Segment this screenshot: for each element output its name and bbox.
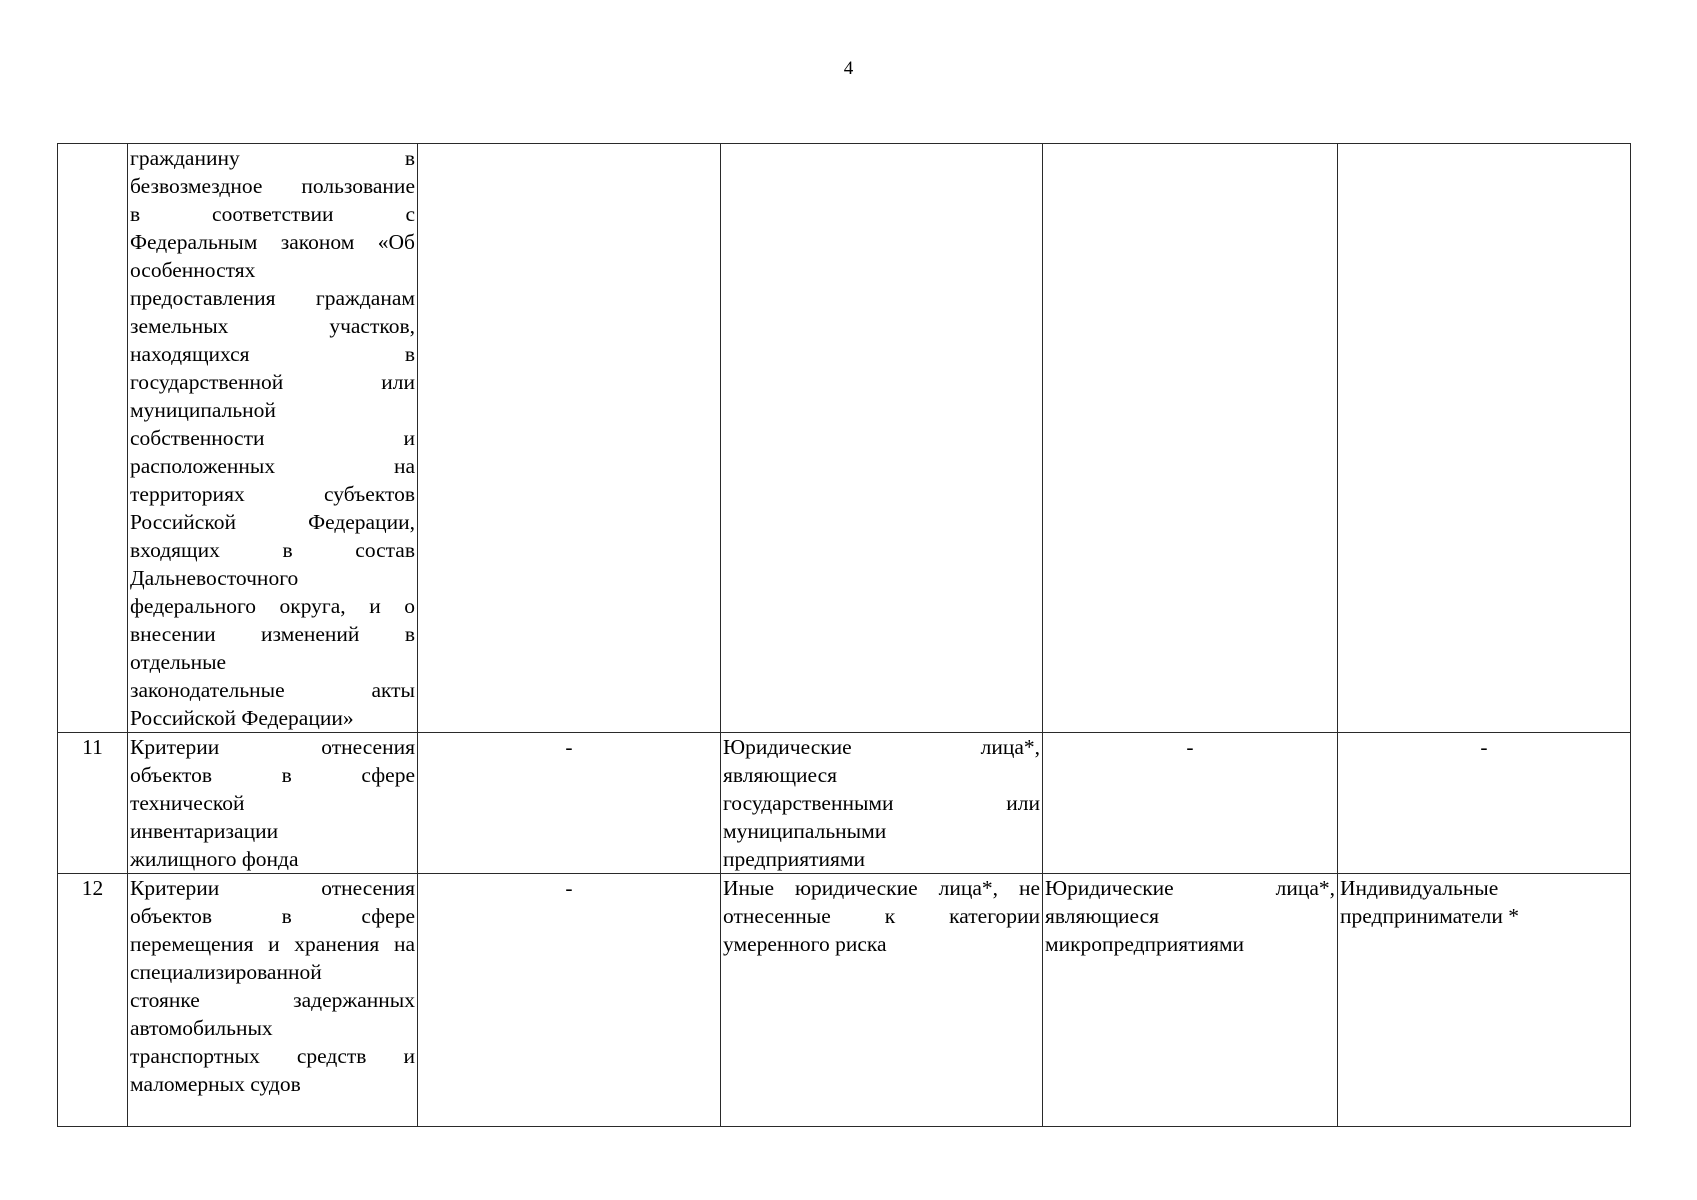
column-3-cell (418, 144, 721, 733)
row-number-cell: 12 (58, 874, 128, 1127)
cell-text-line: входящих в состав (130, 538, 415, 562)
cell-text-line: государственными или (723, 791, 1040, 815)
cell-text-line: Юридические лица*, (1045, 876, 1335, 900)
column-5-cell (1043, 733, 1338, 874)
cell-text-line: специализированной (130, 960, 322, 984)
cell-text-line: объектов в сфере (130, 904, 415, 928)
row-number-cell (58, 144, 128, 733)
column-6-cell (1338, 144, 1631, 733)
cell-text-line: объектов в сфере (130, 763, 415, 787)
cell-text-line: отнесенные к категории (723, 904, 1040, 928)
cell-text-line: предприятиями (723, 847, 866, 871)
cell-text-line: маломерных судов (130, 1072, 301, 1096)
cell-text-line: в соответствии с (130, 202, 415, 226)
cell-text-line: предприниматели * (1340, 904, 1519, 928)
cell-text-line: стоянке задержанных (130, 988, 415, 1012)
cell-text-line: Иные юридические лица*, не (723, 876, 1040, 900)
cell-text-line: являющиеся (1045, 904, 1160, 928)
cell-text-line: - (1480, 735, 1488, 759)
cell-text-line: перемещения и хранения на (130, 932, 415, 956)
cell-text-line: территориях субъектов (130, 482, 415, 506)
cell-text-line: Индивидуальные (1340, 876, 1499, 900)
cell-text-line: федерального округа, и о (130, 594, 415, 618)
cell-text-line: собственности и (130, 426, 415, 450)
cell-text-line: жилищного фонда (130, 847, 299, 871)
cell-text-line: умеренного риска (723, 932, 887, 956)
column-6-cell (1338, 733, 1631, 874)
cell-text-line: инвентаризации (130, 819, 279, 843)
cell-text-line: гражданину в (130, 146, 415, 170)
cell-text-line: муниципальной (130, 398, 276, 422)
criteria-table (57, 143, 1631, 1127)
cell-text-line: внесении изменений в (130, 622, 415, 646)
column-5-cell (1043, 874, 1338, 1127)
cell-text-line: земельных участков, (130, 314, 415, 338)
criteria-cell (128, 144, 418, 733)
cell-text-line: - (1186, 735, 1194, 759)
cell-text-line: отдельные (130, 650, 227, 674)
cell-text-line: муниципальными (723, 819, 887, 843)
cell-text-line: Юридические лица*, (723, 735, 1040, 759)
column-3-cell (418, 733, 721, 874)
table-row (58, 144, 1631, 733)
cell-text-line: находящихся в (130, 342, 415, 366)
cell-text-line: Критерии отнесения (130, 735, 415, 759)
cell-text-line: автомобильных (130, 1016, 273, 1040)
row-number-cell: 11 (58, 733, 128, 874)
cell-text-line: предоставления гражданам (130, 286, 415, 310)
table-row (58, 733, 1631, 874)
cell-text-line: - (565, 876, 573, 900)
cell-text-line: технической (130, 791, 245, 815)
column-4-cell (721, 874, 1043, 1127)
column-3-cell (418, 874, 721, 1127)
criteria-cell (128, 874, 418, 1127)
cell-text-line: Российской Федерации» (130, 706, 354, 730)
cell-text-line: являющиеся (723, 763, 838, 787)
column-5-cell (1043, 144, 1338, 733)
cell-text-line: особенностях (130, 258, 256, 282)
column-6-cell (1338, 874, 1631, 1127)
cell-text-line: Дальневосточного (130, 566, 299, 590)
table-row (58, 874, 1631, 1127)
cell-text-line: расположенных на (130, 454, 415, 478)
cell-text-line: Российской Федерации, (130, 510, 415, 534)
column-4-cell (721, 144, 1043, 733)
cell-text-line: государственной или (130, 370, 415, 394)
cell-text-line: микропредприятиями (1045, 932, 1245, 956)
page-number: 4 (843, 58, 854, 79)
column-4-cell (721, 733, 1043, 874)
cell-text-line: законодательные акты (130, 678, 415, 702)
cell-text-line: Критерии отнесения (130, 876, 415, 900)
cell-text-line: Федеральным законом «Об (130, 230, 415, 254)
cell-text-line: - (565, 735, 573, 759)
cell-text-line: безвозмездное пользование (130, 174, 415, 198)
criteria-cell (128, 733, 418, 874)
cell-text-line: транспортных средств и (130, 1044, 415, 1068)
